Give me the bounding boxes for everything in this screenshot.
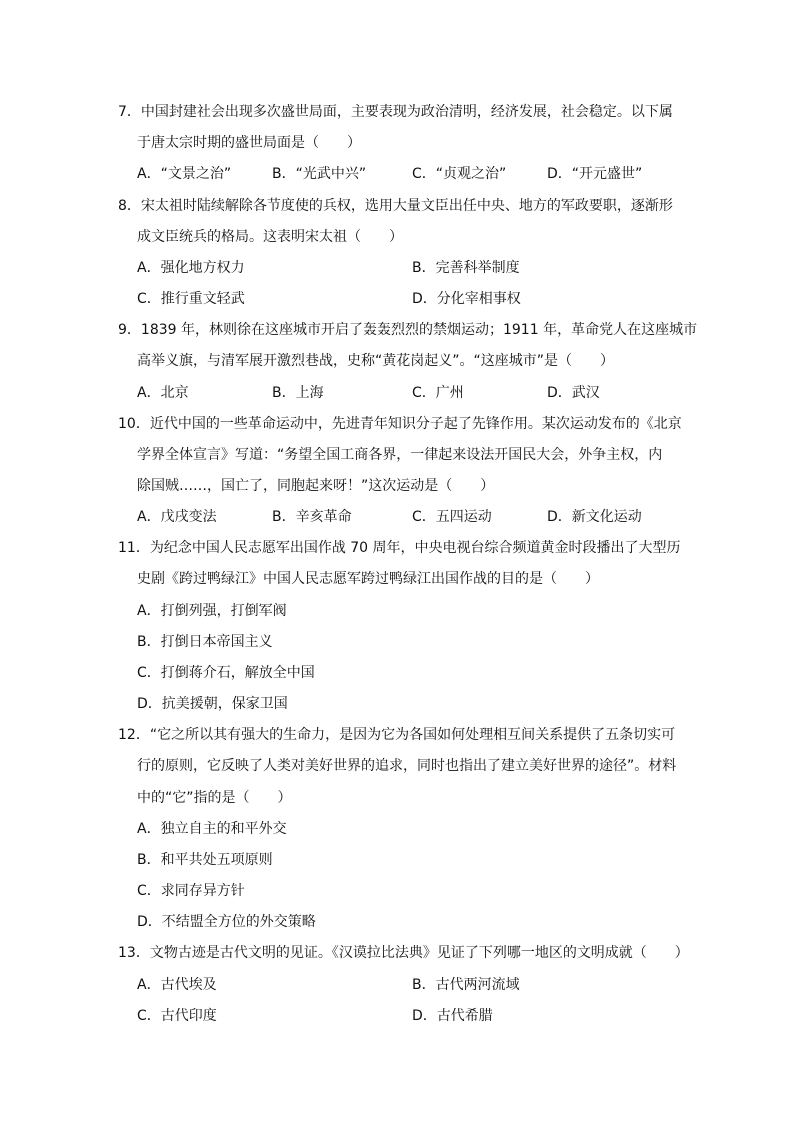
question-7-option-c: C．“贞观之治” <box>412 166 507 182</box>
question-9-stem-line-2: 高举义旗，与清军展开激烈巷战，史称“黄花岗起义”。“这座城市”是（ ） <box>137 353 615 369</box>
question-11-stem-line-1: 11．为纪念中国人民志愿军出国作战 70 周年，中央电视台综合频道黄金时段播出了大型历 <box>118 540 681 556</box>
question-8-stem-line-1: 8．宋太祖时陆续解除各节度使的兵权，选用大量文臣出任中央、地方的军政要职，逐渐形 <box>118 198 673 214</box>
question-10-option-d: D．新文化运动 <box>547 509 642 525</box>
question-12-option-d: D．不结盟全方位的外交策略 <box>137 914 316 930</box>
question-9-option-d: D．武汉 <box>547 385 600 401</box>
question-11-option-a: A．打倒列强，打倒军阀 <box>137 603 287 619</box>
question-8-option-c: C．推行重文轻武 <box>137 291 245 307</box>
question-8-options-row-1 <box>137 258 697 278</box>
question-9-stem-line-1: 9．1839 年，林则徐在这座城市开启了轰轰烈烈的禁烟运动；1911 年，革命党人在这座城市 <box>118 322 698 338</box>
question-8-stem-line-2: 成文臣统兵的格局。这表明宋太祖（ ） <box>137 229 403 245</box>
question-7-stem-line-2: 于唐太宗时期的盛世局面是（ ） <box>137 135 361 151</box>
question-13-stem-line-1: 13．文物古迹是古代文明的见证。《汉谟拉比法典》见证了下列哪一地区的文明成就（ ） <box>118 945 689 961</box>
question-10-stem-line-3: 除国贼……，国亡了，同胞起来呀！”这次运动是（ ） <box>137 478 495 494</box>
question-11-option-d: D．抗美援朝，保家卫国 <box>137 696 288 712</box>
question-11-option-b: B．打倒日本帝国主义 <box>137 634 273 650</box>
question-10-option-a: A．戊戌变法 <box>137 509 217 525</box>
question-13-option-c: C．古代印度 <box>137 1008 217 1024</box>
question-8-option-d: D．分化宰相事权 <box>412 291 521 307</box>
question-13-option-d: D．古代希腊 <box>412 1008 493 1024</box>
question-11-stem-line-2: 史剧《跨过鸭绿江》中国人民志愿军跨过鸭绿江出国作战的目的是（ ） <box>137 571 599 587</box>
question-7-options <box>137 164 697 184</box>
question-7-option-b: B．“光武中兴” <box>272 166 367 182</box>
question-10-options <box>137 507 697 527</box>
question-7-option-a: A．“文景之治” <box>137 166 232 182</box>
question-10-stem-line-2: 学界全体宣言》写道：“务望全国工商各界，一律起来设法开国民大会，外争主权，内 <box>137 447 663 463</box>
question-12-option-b: B．和平共处五项原则 <box>137 852 273 868</box>
question-13-option-a: A．古代埃及 <box>137 977 217 993</box>
question-12-option-a: A．独立自主的和平外交 <box>137 821 287 837</box>
question-10-option-c: C．五四运动 <box>412 509 492 525</box>
question-13-options-row-2 <box>137 1006 697 1026</box>
question-10-option-b: B．辛亥革命 <box>272 509 352 525</box>
question-13-option-b: B．古代两河流域 <box>412 977 520 993</box>
question-12-option-c: C．求同存异方针 <box>137 883 245 899</box>
question-11-option-c: C．打倒蒋介石，解放全中国 <box>137 665 315 681</box>
question-9-options <box>137 383 697 403</box>
question-9-option-b: B．上海 <box>272 385 324 401</box>
question-12-stem-line-2: 行的原则，它反映了人类对美好世界的追求，同时也指出了建立美好世界的途径”。材料 <box>137 758 677 774</box>
question-12-stem-line-3: 中的“它”指的是（ ） <box>137 790 292 806</box>
question-12-stem-line-1: 12．“它之所以其有强大的生命力，是因为它为各国如何处理相互间关系提供了五条切实可 <box>118 727 676 743</box>
question-10-stem-line-1: 10．近代中国的一些革命运动中，先进青年知识分子起了先锋作用。某次运动发布的《北京 <box>118 416 682 432</box>
question-8-option-a: A．强化地方权力 <box>137 260 245 276</box>
question-8-option-b: B．完善科举制度 <box>412 260 520 276</box>
question-13-options-row-1 <box>137 975 697 995</box>
question-7-option-d: D．“开元盛世” <box>547 166 643 182</box>
question-9-option-c: C．广州 <box>412 385 464 401</box>
question-7-stem-line-1: 7．中国封建社会出现多次盛世局面，主要表现为政治清明，经济发展，社会稳定。以下属 <box>118 104 673 120</box>
question-9-option-a: A．北京 <box>137 385 189 401</box>
question-8-options-row-2 <box>137 289 697 309</box>
